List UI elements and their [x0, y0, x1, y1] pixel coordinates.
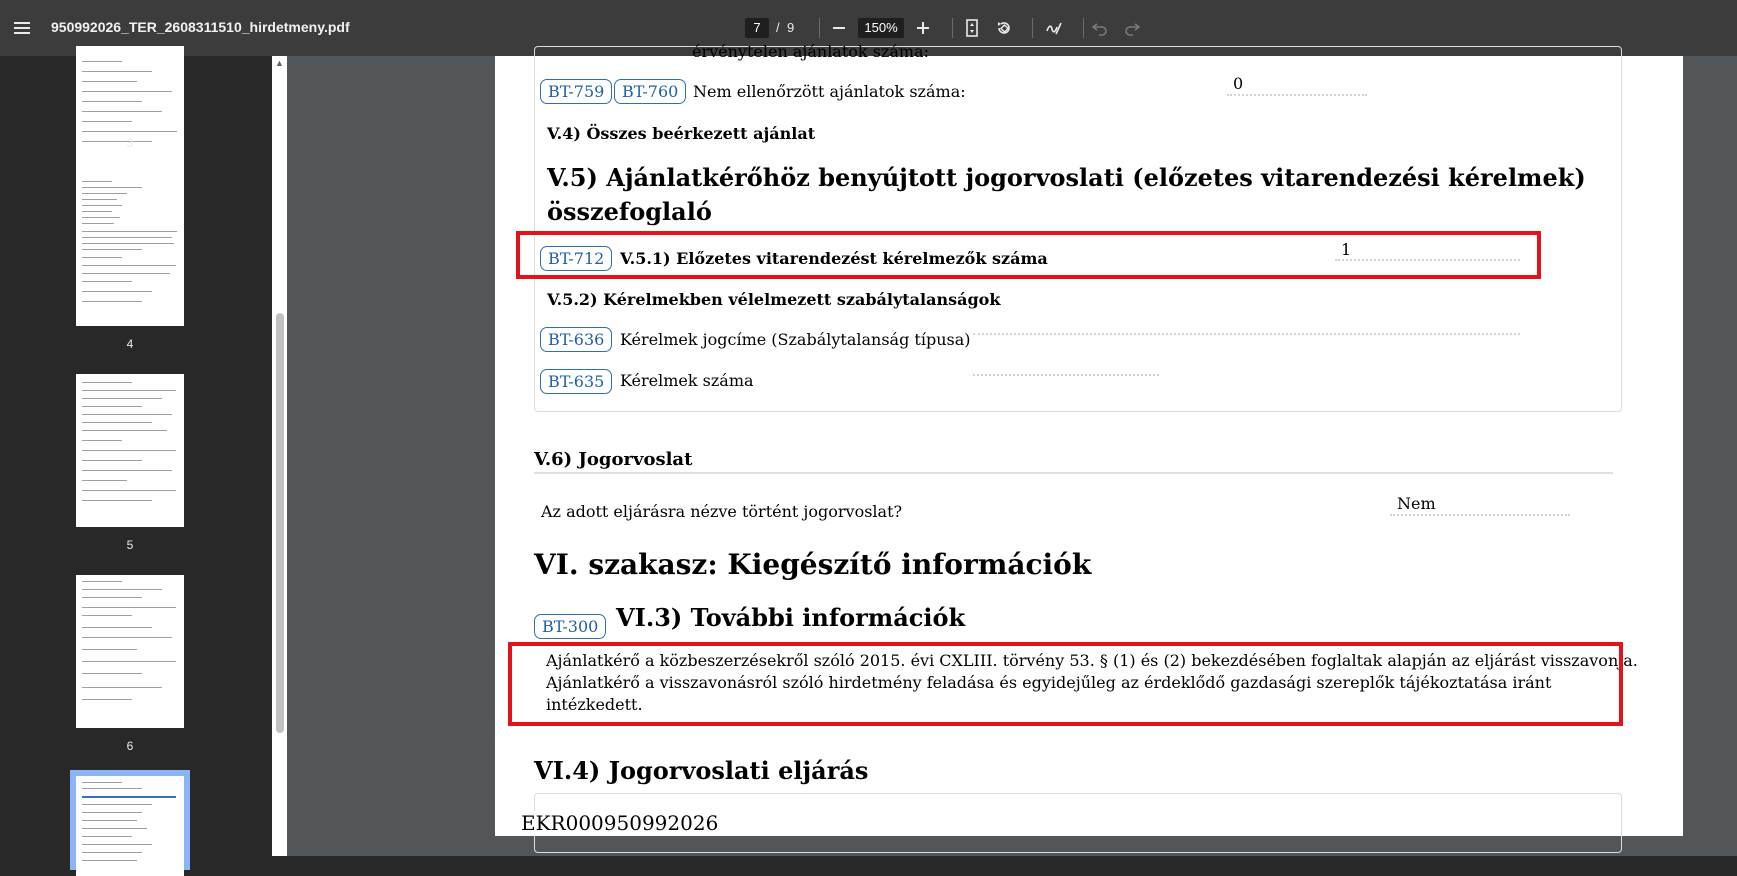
vi3-text-line3: intézkedett.: [546, 695, 643, 714]
v52-heading: V.5.2) Kérelmekben vélelmezett szabálytalanságok: [547, 290, 1001, 309]
vi3-heading: VI.3) További információk: [616, 603, 966, 632]
redo-icon[interactable]: [1120, 16, 1144, 40]
toolbar-divider: [1083, 18, 1084, 38]
v6-heading: V.6) Jogorvoslat: [534, 449, 693, 470]
toolbar-divider: [952, 18, 953, 38]
fit-page-icon[interactable]: [960, 16, 984, 40]
vi3-text-line2: Ajánlatkérő a visszavonásról szóló hirdetmény feladása és egyidejűleg az érdeklődő gazdasági szereplők tájékoztatása iránt: [546, 673, 1552, 692]
document-viewer[interactable]: [287, 42, 1737, 856]
undo-icon[interactable]: [1088, 16, 1112, 40]
thumbnail-label: 6: [126, 739, 134, 753]
vi-heading: VI. szakasz: Kiegészítő információk: [534, 548, 1092, 581]
v5-heading-line2: összefoglaló: [547, 197, 712, 226]
vi4-heading: VI.4) Jogorvoslati eljárás: [534, 756, 869, 785]
zoom-in-icon[interactable]: [911, 16, 935, 40]
thumbnail-label: 4: [126, 337, 134, 351]
v51-value: 1: [1341, 240, 1352, 259]
bt-635-badge: BT-635: [540, 369, 612, 394]
highlight-box-v51: [516, 231, 1541, 279]
page-separator: /: [776, 20, 780, 35]
scroll-up-arrow-icon[interactable]: ▲: [275, 58, 284, 68]
page-footer-id: EKR000950992026: [521, 811, 728, 835]
v4-heading: V.4) Összes beérkezett ajánlat: [547, 124, 816, 143]
pdf-page: [495, 42, 1683, 836]
v5-heading: V.5) Ajánlatkérőhöz benyújtott jogorvoslati (előzetes vitarendezési kérelmek): [547, 163, 1586, 192]
thumbnail-label: 5: [126, 538, 134, 552]
bt-636-label: Kérelmek jogcíme (Szabálytalanság típusa): [620, 330, 971, 349]
thumbnail-page-6[interactable]: [76, 575, 184, 728]
thumbnail-label: 3: [126, 136, 134, 150]
bt-300-badge: BT-300: [534, 614, 606, 639]
annotate-icon[interactable]: [1042, 16, 1066, 40]
bt-635-label: Kérelmek száma: [620, 371, 754, 390]
v51-label: V.5.1) Előzetes vitarendezést kérelmezők száma: [620, 249, 1048, 268]
unverified-offers-value: 0: [1233, 74, 1244, 93]
thumbnail-page-5[interactable]: [76, 374, 184, 527]
hamburger-menu-icon[interactable]: [8, 14, 36, 42]
thumbnail-page-4[interactable]: [76, 173, 184, 326]
toolbar-divider: [819, 18, 820, 38]
bt-636-badge: BT-636: [540, 327, 612, 352]
rotate-icon[interactable]: [992, 16, 1016, 40]
v6-answer: Nem: [1397, 494, 1436, 513]
page-number-input[interactable]: 7: [745, 18, 769, 38]
cut-off-text: érvénytelen ajánlatok száma:: [692, 42, 929, 61]
highlight-box-vi3: [508, 642, 1623, 726]
bt-759-badge: BT-759: [540, 79, 612, 104]
bt-712-badge: BT-712: [540, 246, 612, 271]
thumbnail-page-7[interactable]: [76, 776, 184, 876]
thumbnail-sidebar: [0, 56, 272, 856]
zoom-level-input[interactable]: 150%: [858, 18, 904, 38]
sidebar-scrollbar-thumb[interactable]: [276, 313, 284, 733]
bt-760-badge: BT-760: [614, 79, 686, 104]
unverified-offers-label: Nem ellenőrzött ajánlatok száma:: [693, 82, 966, 101]
zoom-out-icon[interactable]: [827, 16, 851, 40]
v6-divider: [534, 472, 1613, 474]
page-total: 9: [787, 20, 795, 35]
v6-question: Az adott eljárásra nézve történt jogorvoslat?: [541, 502, 903, 521]
file-name: 950992026_TER_2608311510_hirdetmeny.pdf: [51, 19, 350, 35]
toolbar-divider: [1032, 18, 1033, 38]
vi3-text-line1: Ajánlatkérő a közbeszerzésekről szóló 2015. évi CXLIII. törvény 53. § (1) és (2) bekezdésében foglaltak alapján az eljárást visszavonja.: [546, 651, 1638, 670]
